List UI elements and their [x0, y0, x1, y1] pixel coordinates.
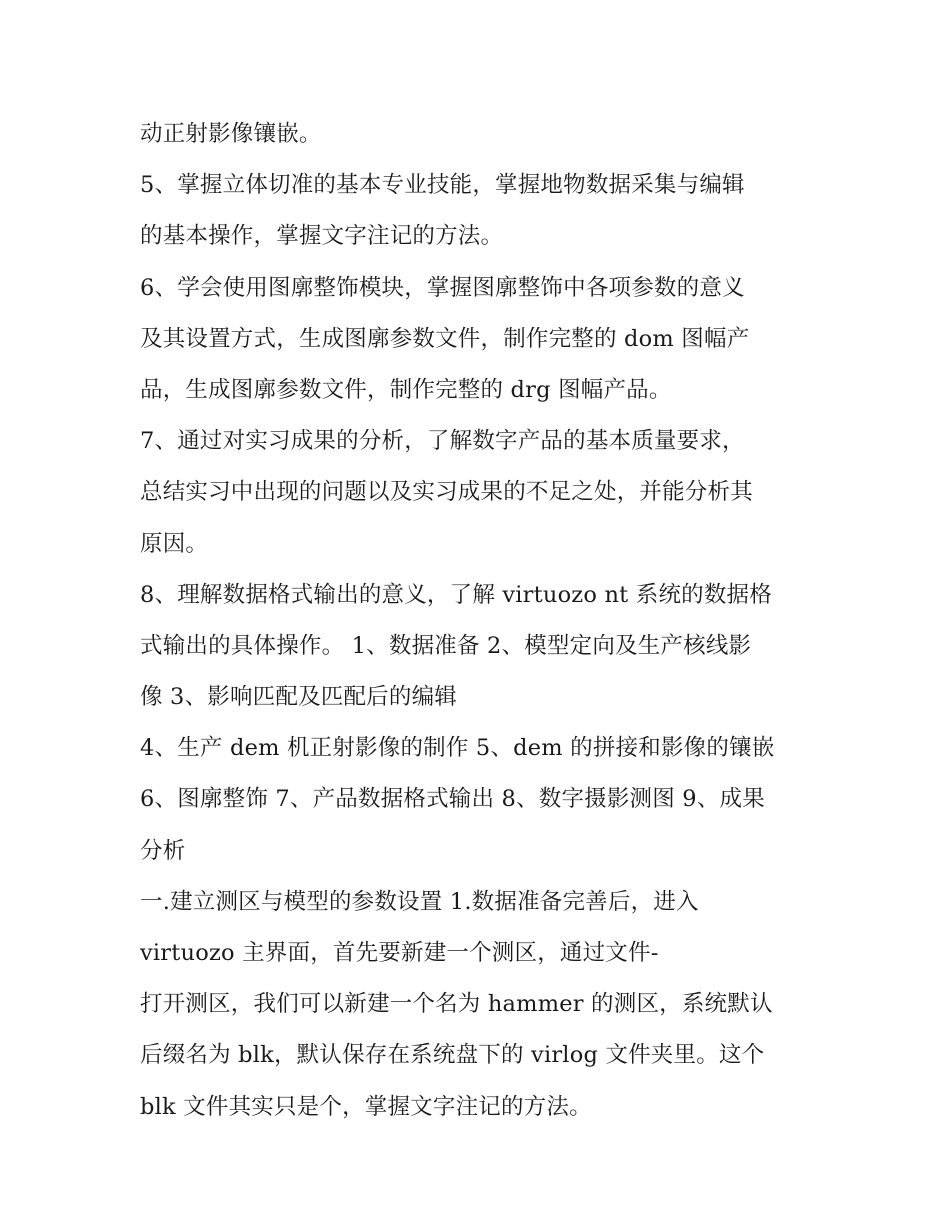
text-line: 5、掌握立体切准的基本专业技能，掌握地物数据采集与编辑 — [140, 172, 745, 199]
text-line: 8、理解数据格式输出的意义，了解 virtuozo nt 系统的数据格 — [140, 581, 772, 608]
text-line: 动正射影像镶嵌。 — [140, 121, 322, 147]
text-line: blk 文件其实只是个，掌握文字注记的方法。 — [140, 1093, 592, 1120]
text-line: 6、图廓整饰 7、产品数据格式输出 8、数字摄影测图 9、成果 — [140, 786, 765, 813]
text-line: 式输出的具体操作。 1、数据准备 2、模型定向及生产核线影 — [140, 632, 752, 659]
text-line: 像 3、影响匹配及匹配后的编辑 — [140, 684, 457, 711]
text-line: 后缀名为 blk，默认保存在系统盘下的 virlog 文件夹里。这个 — [140, 1042, 765, 1069]
text-line: 品，生成图廓参数文件，制作完整的 drg 图幅产品。 — [140, 376, 672, 403]
text-line: 总结实习中出现的问题以及实习成果的不足之处，并能分析其 — [140, 479, 753, 506]
text-line: 4、生产 dem 机正射影像的制作 5、dem 的拼接和影像的镶嵌 — [140, 735, 775, 762]
text-line: 6、学会使用图廓整饰模块，掌握图廓整饰中各项参数的意义 — [140, 274, 745, 301]
text-line: 原因。 — [140, 530, 209, 557]
text-line: 7、通过对实习成果的分析，了解数字产品的基本质量要求， — [140, 428, 745, 455]
text-line: 分析 — [140, 837, 186, 864]
text-line: virtuozo 主界面，首先要新建一个测区，通过文件- — [140, 940, 659, 966]
document-body — [140, 109, 820, 1133]
text-line: 及其设置方式，生成图廓参数文件，制作完整的 dom 图幅产 — [140, 325, 750, 352]
text-line: 的基本操作，掌握文字注记的方法。 — [140, 223, 504, 250]
text-line: 打开测区，我们可以新建一个名为 hammer 的测区，系统默认 — [140, 991, 773, 1018]
text-line: 一.建立测区与模型的参数设置 1.数据准备完善后，进入 — [140, 888, 699, 915]
